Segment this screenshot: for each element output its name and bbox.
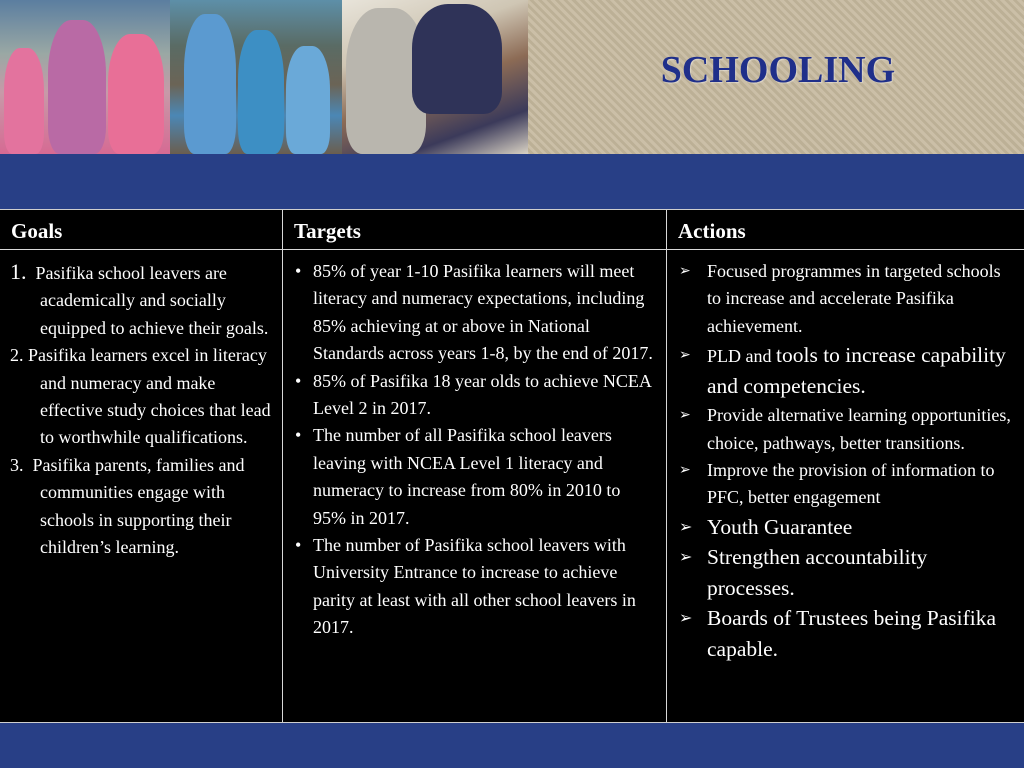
actions-column [666, 210, 1024, 722]
bullet-dot-icon: • [295, 425, 302, 446]
photo-children-group [0, 0, 170, 154]
action-item: ➢ Provide alternative learning opportunities, choice, pathways, better transitions. [677, 402, 1017, 457]
arrowhead-bullet-icon: ➢ [679, 407, 691, 424]
header-goals: Goals [0, 210, 282, 250]
action-item: ➢ Strengthen accountability processes. [677, 542, 1017, 603]
header-banner [0, 0, 1024, 154]
header-targets: Targets [283, 210, 667, 250]
target-item: • The number of all Pasifika school leavers leaving with NCEA Level 1 literacy and numeracy to increase from 80% in 2010 to 95% in 2017. [293, 422, 657, 532]
action-item: ➢ Improve the provision of information to PFC, better engagement [677, 457, 1017, 512]
goal-item: 3. Pasifika parents, families and communities engage with schools in supporting their children’s learning. [10, 454, 245, 558]
arrowhead-bullet-icon: ➢ [679, 462, 691, 479]
target-item: • The number of Pasifika school leavers with University Entrance to increase to achieve parity at least with all other school leavers in 2017. [293, 532, 657, 642]
bullet-dot-icon: • [295, 370, 302, 391]
schooling-table [0, 209, 1024, 723]
target-item: • 85% of year 1-10 Pasifika learners will meet literacy and numeracy expectations, including 85% achieving at or above in National Standards across years 1-8, by the end of 2017. [293, 258, 657, 368]
action-item: ➢ PLD and tools to increase capability and competencies. [677, 340, 1017, 402]
action-item: ➢ Youth Guarantee [677, 512, 1017, 543]
arrowhead-bullet-icon: ➢ [679, 516, 693, 536]
photo-students-studying [342, 0, 528, 154]
arrowhead-bullet-icon: ➢ [679, 347, 691, 364]
goal-item: 2. Pasifika learners excel in literacy and numeracy and make effective study choices that lead to worthwhile qualifications. [10, 345, 271, 448]
arrowhead-bullet-icon: ➢ [679, 547, 693, 567]
arrowhead-bullet-icon: ➢ [679, 608, 693, 628]
bullet-dot-icon: • [295, 261, 302, 281]
page-title: SCHOOLING [660, 49, 896, 91]
goal-item: 1. Pasifika school leavers are academically and socially equipped to achieve their goals. [10, 259, 269, 338]
goals-column [0, 210, 282, 722]
action-item: ➢ Boards of Trustees being Pasifika capable. [677, 603, 1017, 664]
arrowhead-bullet-icon: ➢ [679, 263, 691, 279]
target-item: • 85% of Pasifika 18 year olds to achieve NCEA Level 2 in 2017. [293, 368, 657, 423]
photo-children-rocks [170, 0, 342, 154]
bullet-dot-icon: • [295, 535, 302, 556]
header-actions: Actions [667, 210, 1024, 250]
action-item: ➢ Focused programmes in targeted schools to increase and accelerate Pasifika achievement. [677, 258, 1017, 340]
targets-column [282, 210, 667, 722]
